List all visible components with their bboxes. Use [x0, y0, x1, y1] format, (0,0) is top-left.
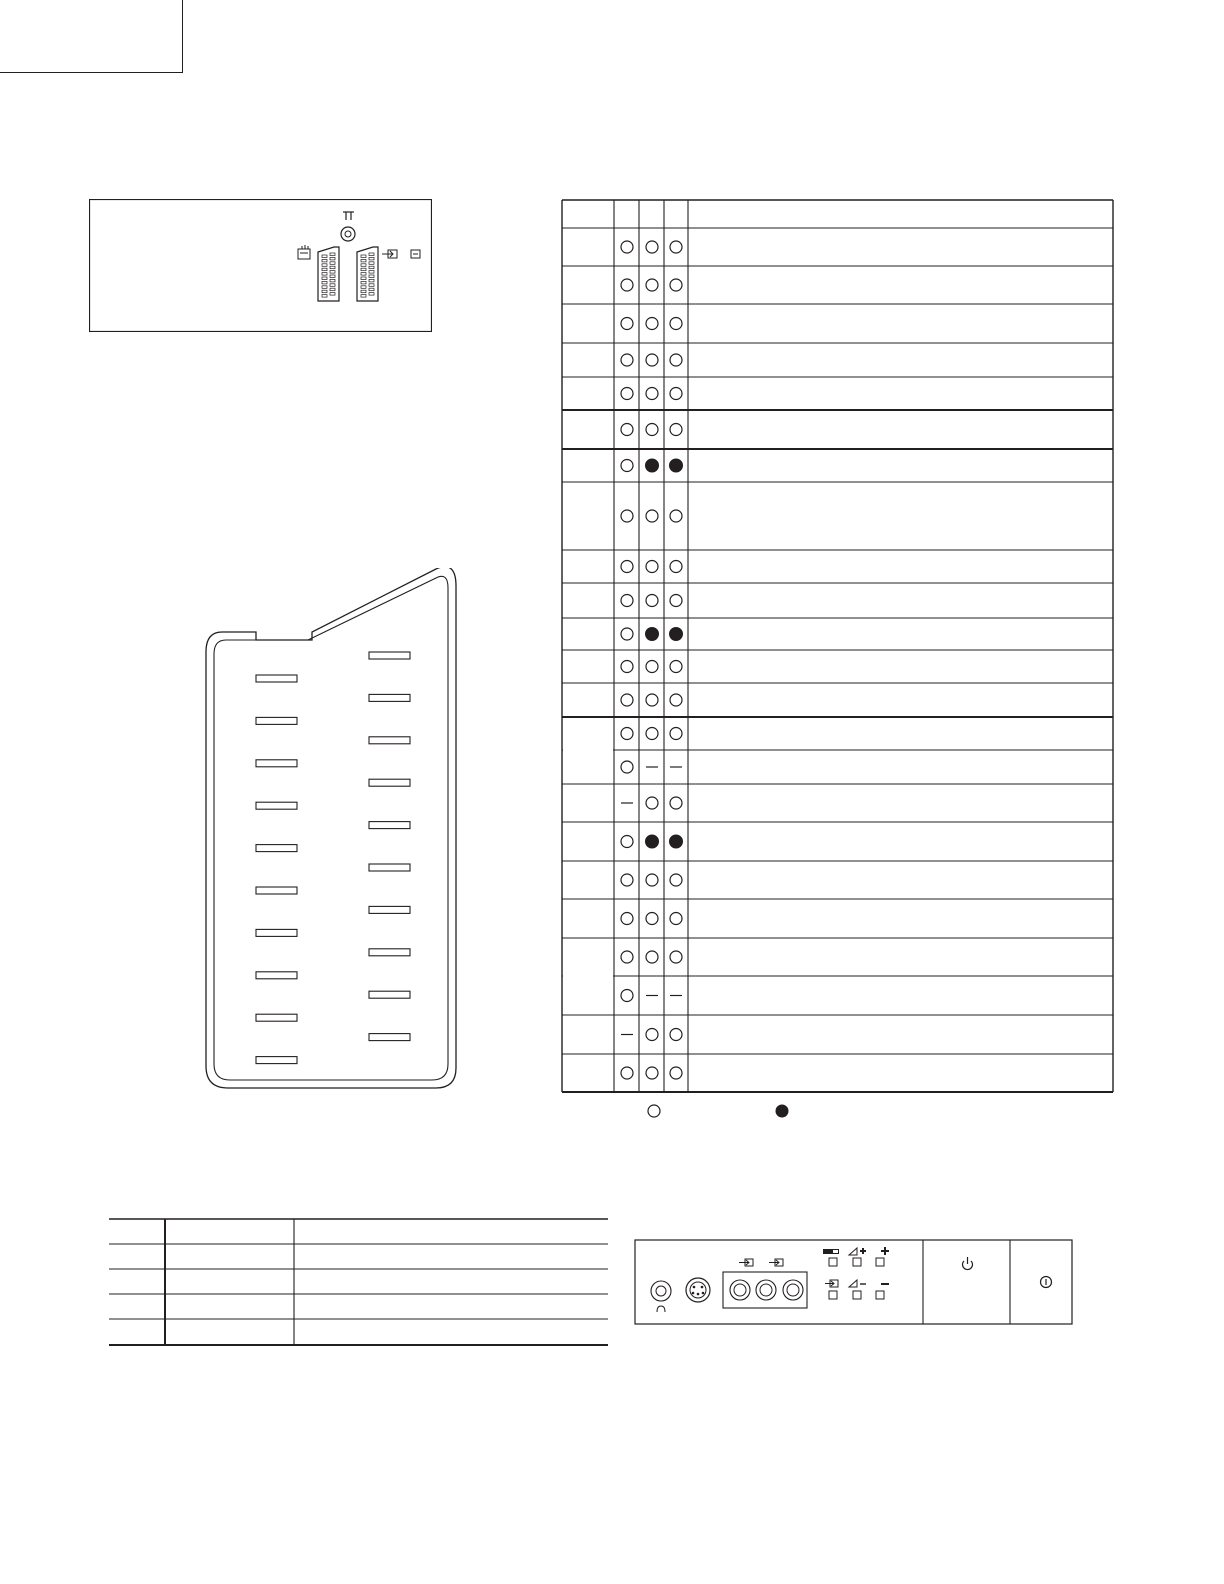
socket-pin: [330, 262, 335, 265]
socket-pin: [369, 262, 374, 265]
open-circle-mark: [646, 241, 658, 253]
standby-indicator-icon: [963, 1257, 973, 1270]
open-circle-mark: [670, 728, 682, 740]
socket-pin: [369, 253, 374, 256]
small-spec-table: [108, 1217, 610, 1347]
socket-pin: [361, 255, 366, 258]
open-circle-mark: [670, 510, 682, 522]
socket-pin: [361, 295, 366, 298]
socket-pin: [322, 277, 327, 280]
volume-down-icon: [849, 1280, 866, 1287]
input-select-icon: [825, 1280, 838, 1287]
scart-pin-contact: [369, 864, 410, 871]
euro-av1-scart-icon: [298, 245, 310, 259]
open-circle-mark: [670, 424, 682, 436]
open-circle-mark: [670, 874, 682, 886]
open-circle-mark: [621, 424, 633, 436]
open-circle-mark: [646, 694, 658, 706]
socket-pin: [361, 259, 366, 262]
volume-up-icon: [849, 1248, 866, 1255]
tv-av-icon: [823, 1249, 839, 1254]
open-circle-mark: [670, 318, 682, 330]
open-circle-mark: [621, 951, 633, 963]
open-circle-mark: [646, 1029, 658, 1041]
open-circle-mark: [670, 1029, 682, 1041]
socket-pin: [361, 273, 366, 276]
socket-pin: [369, 271, 374, 274]
rear-panel-diagram: [89, 199, 432, 332]
scart-pin-contact: [369, 1034, 410, 1041]
headphone-icon: [657, 1306, 665, 1312]
open-circle-mark: [670, 354, 682, 366]
filled-circle-mark: [670, 835, 683, 848]
socket-pin: [361, 286, 366, 289]
open-circle-mark: [621, 318, 633, 330]
open-circle-mark: [646, 595, 658, 607]
legend-filled-circle: [776, 1105, 789, 1118]
open-circle-mark: [646, 424, 658, 436]
socket-pin: [330, 279, 335, 282]
open-circle-mark: [670, 279, 682, 291]
open-circle-mark: [646, 951, 658, 963]
volume-up-button[interactable]: [853, 1258, 861, 1266]
open-circle-mark: [670, 694, 682, 706]
symbol-legend: [640, 1100, 800, 1122]
scart-pin-contact: [369, 991, 410, 998]
open-circle-mark: [621, 595, 633, 607]
open-circle-mark: [670, 951, 682, 963]
legend-open-circle: [648, 1105, 660, 1117]
socket-pin: [322, 259, 327, 262]
socket-pin: [361, 281, 366, 284]
scart-pin-contact: [256, 802, 297, 809]
socket-pin: [330, 266, 335, 269]
open-circle-mark: [646, 728, 658, 740]
filled-circle-mark: [646, 835, 659, 848]
scart-pin-contact: [256, 845, 297, 852]
socket-pin: [369, 279, 374, 282]
scart-pin-contact: [369, 906, 410, 913]
socket-pin: [361, 277, 366, 280]
socket-pin: [322, 273, 327, 276]
socket-pin: [322, 290, 327, 293]
open-circle-mark: [621, 388, 633, 400]
socket-pin: [369, 266, 374, 269]
open-circle-mark: [621, 661, 633, 673]
scart-pin-contact: [256, 675, 297, 682]
open-circle-mark: [670, 797, 682, 809]
euro-av2-input-icon: [382, 250, 397, 258]
open-circle-mark: [621, 279, 633, 291]
socket-pin: [322, 255, 327, 258]
socket-pin: [369, 284, 374, 287]
socket-pin: [369, 275, 374, 278]
rca-jack-icon: [756, 1280, 776, 1300]
open-circle-mark: [646, 388, 658, 400]
socket-pin: [330, 288, 335, 291]
rca-jack-icon: [783, 1280, 803, 1300]
filled-circle-mark: [646, 628, 659, 641]
volume-down-button[interactable]: [853, 1291, 861, 1299]
program-up-button[interactable]: [876, 1258, 884, 1266]
socket-pin: [322, 295, 327, 298]
headphone-jack-icon: [651, 1281, 671, 1301]
open-circle-mark: [646, 874, 658, 886]
euro-av2-output-icon: [411, 250, 420, 258]
filled-circle-mark: [670, 459, 683, 472]
socket-pin: [330, 284, 335, 287]
socket-pin: [369, 288, 374, 291]
open-circle-mark: [621, 990, 633, 1002]
s-video-jack-icon: [686, 1278, 710, 1302]
scart-pin-contact: [369, 694, 410, 701]
open-circle-mark: [646, 561, 658, 573]
open-circle-mark: [646, 510, 658, 522]
filled-circle-mark: [646, 459, 659, 472]
socket-pin: [361, 290, 366, 293]
socket-pin: [369, 257, 374, 260]
pin-assignment-table: [560, 198, 1116, 1095]
open-circle-mark: [621, 874, 633, 886]
program-down-button[interactable]: [876, 1291, 884, 1299]
scart-pin-contact: [369, 737, 410, 744]
av3-input-icon: [769, 1259, 783, 1266]
scart-pin-contact: [256, 929, 297, 936]
open-circle-mark: [621, 354, 633, 366]
input-select-button[interactable]: [829, 1291, 837, 1299]
scart-pin-contact: [256, 1014, 297, 1021]
open-circle-mark: [646, 661, 658, 673]
open-circle-mark: [621, 561, 633, 573]
open-circle-mark: [670, 1067, 682, 1079]
av3-input-icon: [739, 1259, 753, 1266]
scart-pin-contact: [369, 949, 410, 956]
open-circle-mark: [670, 561, 682, 573]
socket-pin: [330, 271, 335, 274]
open-circle-mark: [670, 241, 682, 253]
socket-pin: [369, 293, 374, 296]
open-circle-mark: [621, 510, 633, 522]
open-circle-mark: [646, 913, 658, 925]
scart-socket-av2: [357, 247, 378, 301]
open-circle-mark: [670, 913, 682, 925]
open-circle-mark: [646, 1067, 658, 1079]
antenna-icon: [343, 212, 354, 220]
open-circle-mark: [621, 241, 633, 253]
open-circle-mark: [621, 728, 633, 740]
open-circle-mark: [670, 595, 682, 607]
scart-pin-contact: [369, 779, 410, 786]
open-circle-mark: [646, 279, 658, 291]
scart-pin-contact: [256, 1057, 297, 1064]
socket-pin: [322, 281, 327, 284]
front-panel-diagram: [634, 1238, 1074, 1326]
open-circle-mark: [670, 661, 682, 673]
page-corner-tab: [0, 0, 183, 73]
main-power-icon[interactable]: [1041, 1277, 1052, 1288]
scart-pin-contact: [256, 887, 297, 894]
open-circle-mark: [646, 354, 658, 366]
socket-pin: [330, 293, 335, 296]
scart-pin-contact: [369, 822, 410, 829]
open-circle-mark: [621, 836, 633, 848]
socket-pin: [322, 268, 327, 271]
open-circle-mark: [621, 628, 633, 640]
socket-pin: [330, 257, 335, 260]
scart-pin-contact: [256, 717, 297, 724]
open-circle-mark: [646, 797, 658, 809]
socket-pin: [322, 286, 327, 289]
scart-pin-contact: [256, 972, 297, 979]
socket-pin: [330, 253, 335, 256]
socket-pin: [322, 264, 327, 267]
open-circle-mark: [670, 388, 682, 400]
filled-circle-mark: [670, 628, 683, 641]
open-circle-mark: [621, 913, 633, 925]
open-circle-mark: [621, 460, 633, 472]
open-circle-mark: [621, 1067, 633, 1079]
socket-pin: [330, 275, 335, 278]
socket-pin: [361, 264, 366, 267]
rf-input-jack-icon: [341, 227, 355, 241]
socket-pin: [361, 268, 366, 271]
tv-av-button[interactable]: [829, 1258, 837, 1266]
scart-connector-diagram: [204, 568, 460, 1092]
scart-pin-contact: [256, 760, 297, 767]
open-circle-mark: [621, 761, 633, 773]
program-up-icon: [881, 1247, 889, 1255]
scart-pin-contact: [369, 652, 410, 659]
scart-socket-av1: [318, 247, 339, 301]
open-circle-mark: [621, 694, 633, 706]
rca-jack-icon: [730, 1280, 750, 1300]
open-circle-mark: [646, 318, 658, 330]
